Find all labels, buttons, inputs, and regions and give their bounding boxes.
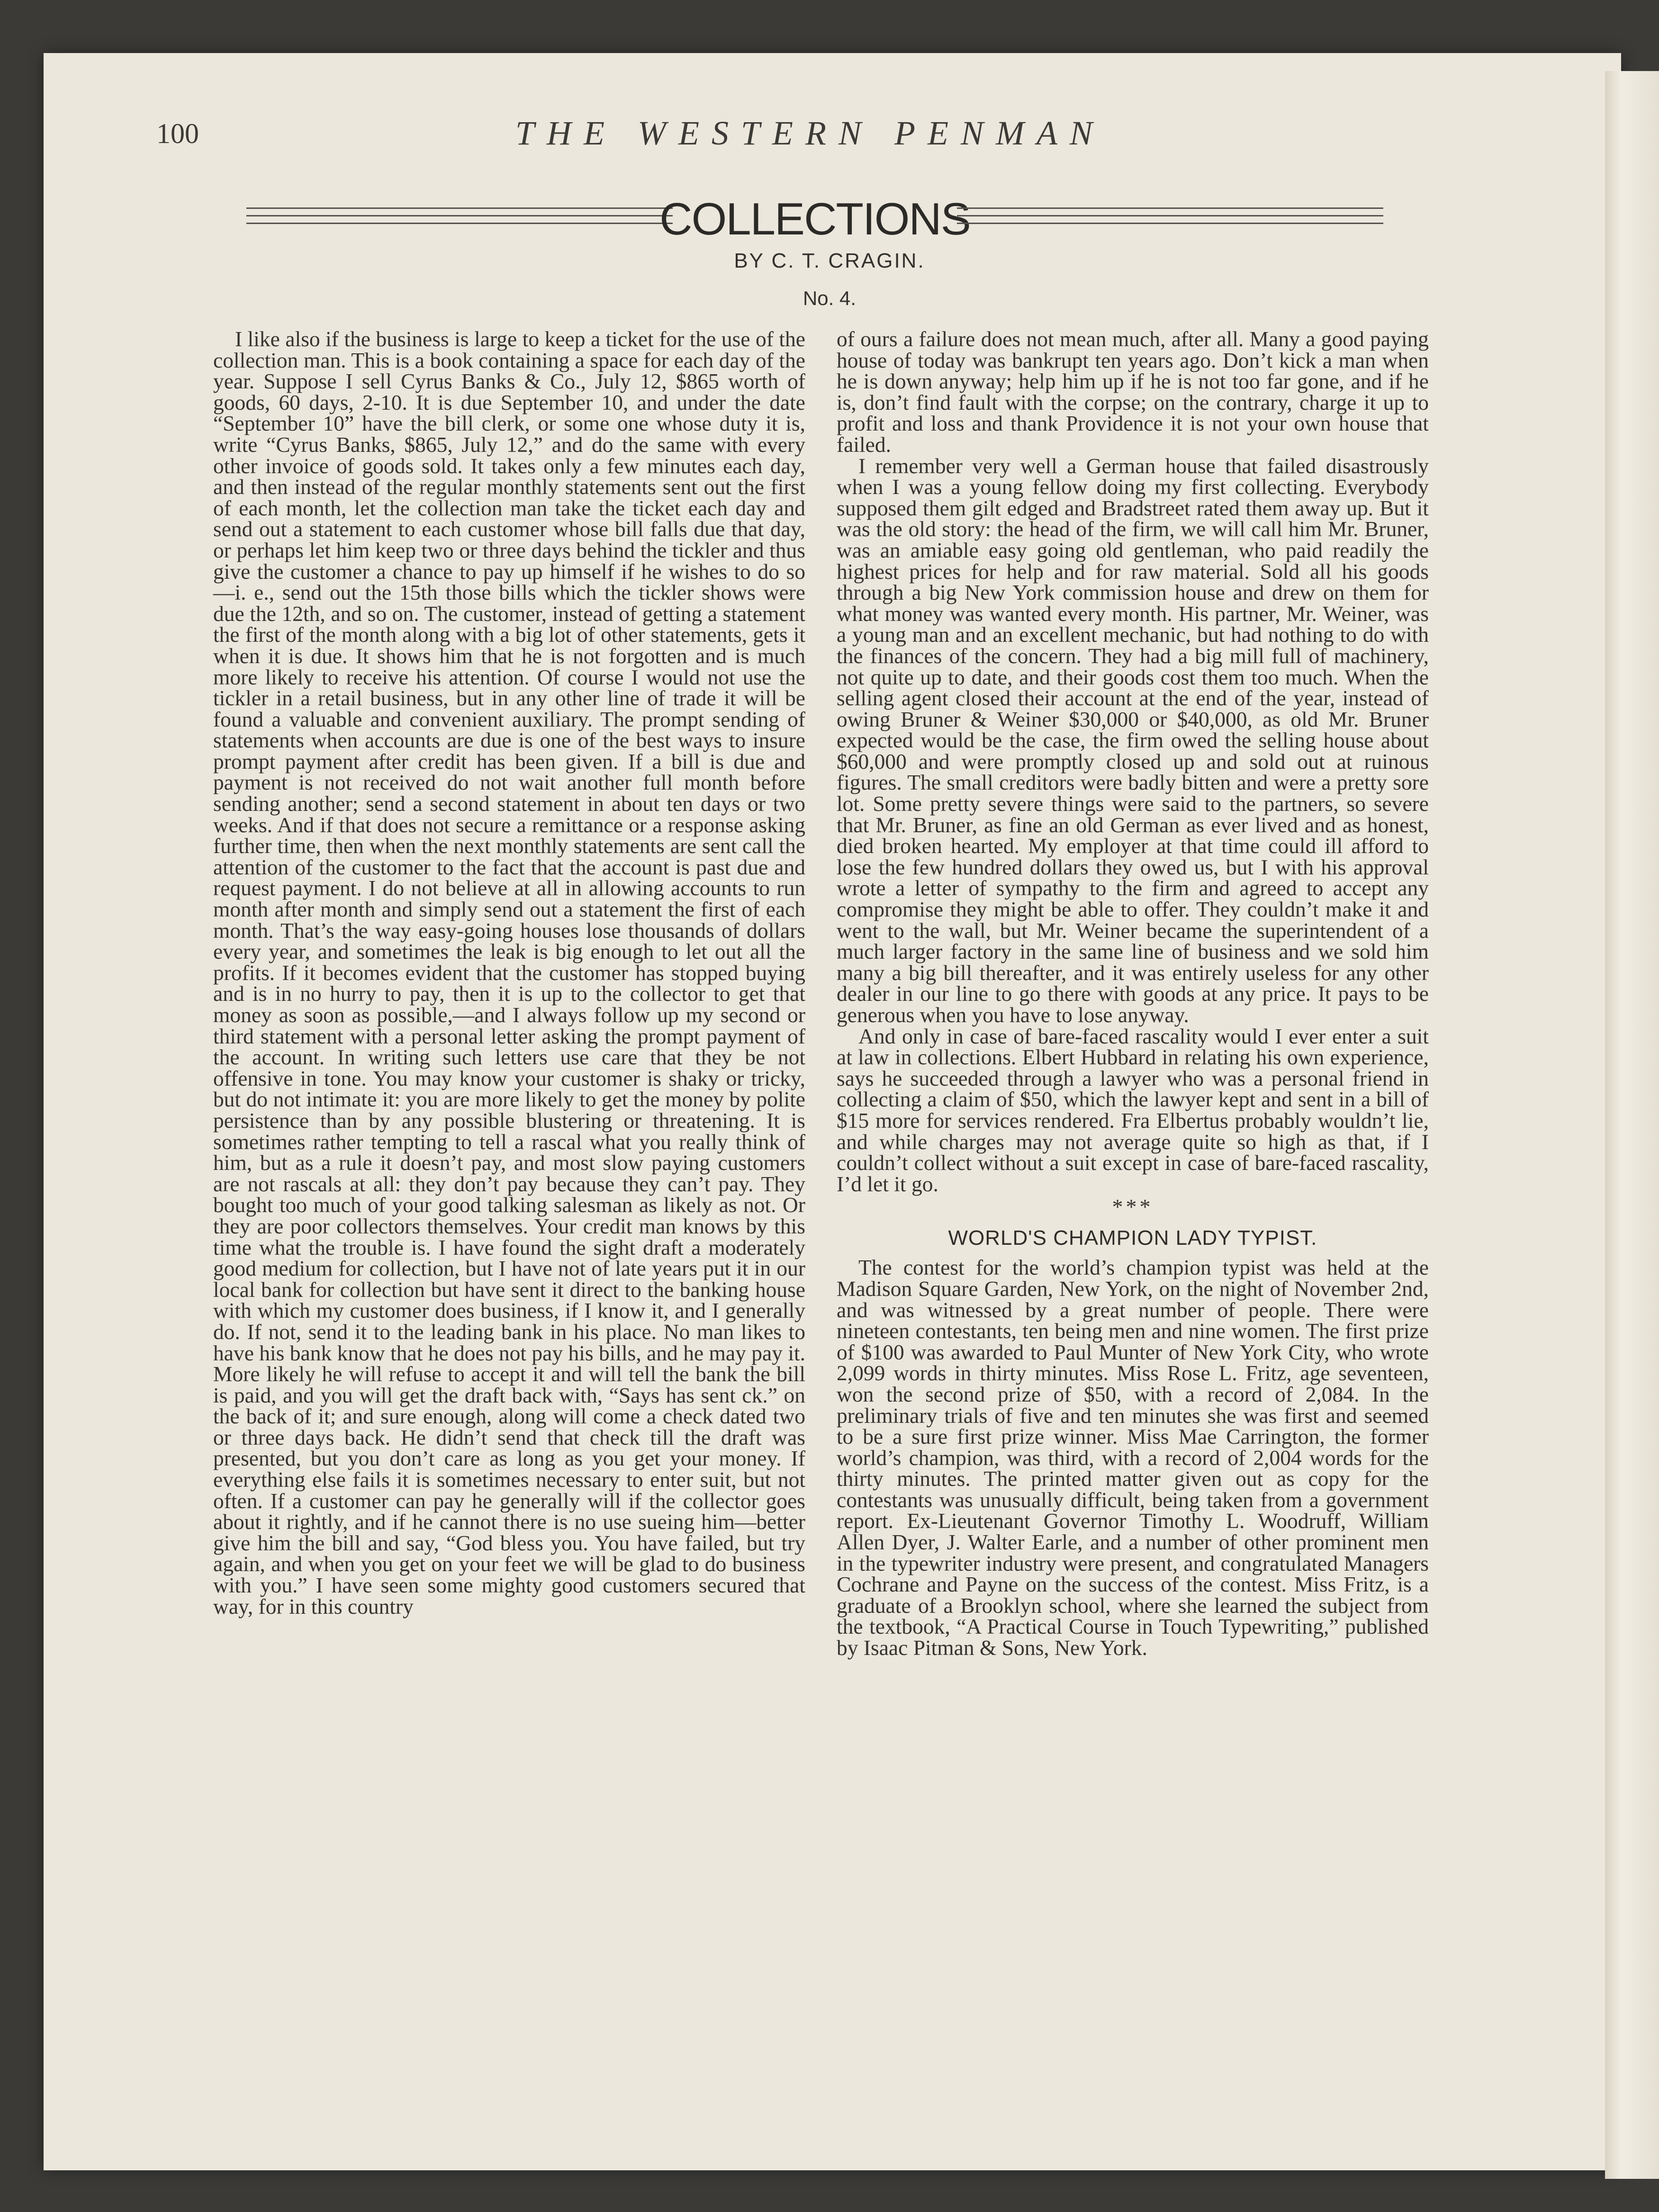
running-header bbox=[156, 114, 1464, 156]
journal-title: THE WESTERN PENMAN bbox=[515, 114, 1105, 152]
page-number: 100 bbox=[156, 118, 199, 149]
next-page-edge bbox=[1605, 71, 1659, 2179]
article-title: COLLECTIONS bbox=[659, 194, 970, 244]
title-rule-right bbox=[957, 207, 1383, 236]
article-issue-number: No. 4. bbox=[802, 287, 857, 309]
right-column bbox=[837, 329, 1429, 1659]
news-heading: WORLD'S CHAMPION LADY TYPIST. bbox=[948, 1226, 1317, 1250]
left-column bbox=[213, 329, 805, 1617]
paragraph: I like also if the business is large to keep a ticket for the use of the collection man. This is a book containing a space for each day of the year. Suppose I sell Cyrus Banks & Co., July 12, $865 worth of goods, 60 days, 2-10. It is due September 10, and under the date “September 10” have the bill clerk, or some one whose duty it is, write “Cyrus Banks, $865, July 12,” and do the same with every other invoice of goods sold. It takes only a few minutes each day, and then instead of the regular monthly statements sent out the first of each month, let the collection man take the ticket each day and send out a statement to each customer whose bill falls due that day, or perhaps let him keep two or three days behind the tickler and thus give the customer a chance to pay up himself if he wishes to do so—i. e., send out the 15th those bills which the tickler shows were due the 12th, and so on. The customer, instead of getting a statement the first of the month along with a big lot of other statements, gets it when it is due. It shows him that he is not forgotten and is much more likely to receive his attention. Of course I would not use the tickler in a retail business, but in any other line of trade it will be found a valuable and convenient auxiliary. The prompt sending of statements when accounts are due is one of the best ways to insure prompt payment after credit has been given. If a bill is due and payment is not received do not wait another full month before sending another; send a second statement in about ten days or two weeks. And if that does not secure a remittance or a response asking further time, then when the next monthly statements are sent call the attention of the customer to the fact that the account is past due and request payment. I do not believe at all in allowing accounts to run month after month and simply send out a statement the first of each month. That’s the way easy-going houses lose thousands of dollars every year, and sometimes the leak is big enough to let out all the profits. If it becomes evident that the customer has stopped buying and is in no hurry to pay, then it is up to the collector to get that money as soon as possible,—and I always follow up my second or third statement with a personal letter asking the prompt payment of the account. In writing such letters use care that they be not offensive in tone. You may know your customer is shaky or tricky, but do not intimate it: you are more likely to get the money by polite persistence than by any possible blustering or threatening. It is sometimes rather tempting to tell a rascal what you really think of him, but as a rule it doesn’t pay, and most slow paying customers are not rascals at all: they don’t pay because they can’t pay. They bought too much of your good talking salesman as likely as not. Or they are poor collectors themselves. Your credit man knows by this time what the trouble is. I have found the sight draft a moderately good medium for collection, but I have not of late years put it in our local bank for collection but have sent it direct to the banking house with which my customer does business, if I know it, and I generally do. If not, send it to the leading bank in his place. No man likes to have his bank know that he does not pay his bills, and he may pay it. More likely he will refuse to accept it and will tell the bank the bill is paid, and you will get the draft back with, “Says has sent ck.” on the back of it; and sure enough, along will come a check dated two or three days back. He didn’t send that check till the draft was presented, but you don’t care as long as you get your money. If everything else fails it is sometimes necessary to enter suit, but not often. If a customer can pay he generally will if the collector goes about it rightly, and if he cannot there is no use sueing him—better give him the bill and say, “God bless you. You have failed, but try again, and when you get on your feet we will be glad to do business with you.” I have seen some mighty good customers secured that way, for in this country bbox=[213, 327, 805, 1619]
article-title-row bbox=[246, 193, 1383, 245]
asterism-separator: *** bbox=[1112, 1195, 1154, 1219]
paragraph: I remember very well a German house that failed disastrously when I was a young fellow doing my first collecting. Everybody supposed them gilt edged and Bradstreet rated them away up. But it was the old story: the head of the firm, we will call him Mr. Bruner, was an amiable easy going old gentleman, who paid readily the highest prices for help and for raw material. Sold all his goods through a big New York commission house and drew on them for what money was wanted every month. His partner, Mr. Weiner, was a young man and an excellent mechanic, but had nothing to do with the finances of the concern. They had a big mill full of machinery, not quite up to date, and their goods cost them too much. When the selling agent closed their account at the end of the year, instead of owing Bruner & Weiner $30,000 or $40,000, as old Mr. Bruner expected would be the case, the firm owed the selling house about $60,000 and were promptly closed up and sold out at ruinous figures. The small creditors were badly bitten and were a pretty sore lot. Some pretty severe things were said to the partners, so severe that Mr. Bruner, as fine an old German as ever lived and as honest, died broken hearted. My employer at that time could ill afford to lose the few hundred dollars they owed us, but I with his approval wrote a letter of sympathy to the firm and agreed to accept any compromise they might be able to offer. They couldn’t make it and went to the wall, but Mr. Weiner became the superintendent of a much larger factory in the same line of business and we sold him many a big bill thereafter, and it was entirely useless for any other dealer in our line to go there with goods at any price. It pays to be generous when you have to lose anyway. bbox=[837, 453, 1429, 1027]
paragraph: of ours a failure does not mean much, after all. Many a good paying house of today was bankrupt ten years ago. Don’t kick a man when he is down anyway; help him up if he is not too far gone, and if he is, don’t find fault with the corpse; on the contrary, charge it up to profit and loss and thank Providence it is not your own house that failed. bbox=[837, 327, 1429, 457]
paragraph: And only in case of bare-faced rascality would I ever enter a suit at law in collections. Elbert Hubbard in relating his own experience, says he succeeded through a lawyer who was a personal friend in collecting a claim of $50, which the lawyer kept and sent in a bill of $15 more for services rendered. Fra Elbertus probably wouldn’t lie, and while charges may not average quite so high as that, if I couldn’t collect without a suit except in case of bare-faced rascality, I’d let it go. bbox=[837, 1024, 1429, 1196]
paragraph: The contest for the world’s champion typist was held at the Madison Square Garden, New York, on the night of November 2nd, and was witnessed by a great number of people. There were nineteen contestants, ten being men and nine women. The first prize of $100 was awarded to Paul Munter of New York City, who wrote 2,099 words in thirty minutes. Miss Rose L. Fritz, age seventeen, won the second prize of $50, with a record of 2,084. In the preliminary trials of five and ten minutes she was first and seemed to be a sure first prize winner. Miss Mae Carrington, the former world’s champion, was third, with a record of 2,004 words for the thirty minutes. The printed matter given out as copy for the contestants was unusually difficult, being taken from a government report. Ex-Lieutenant Governor Timothy L. Woodruff, William Allen Dyer, J. Walter Earle, and a number of other prominent men in the typewriter industry were present, and congratulated Managers Cochrane and Payne on the success of the contest. Miss Fritz, is a graduate of a Brooklyn school, where she learned the subject from the textbook, “A Practical Course in Touch Typewriting,” published by Isaac Pitman & Sons, New York. bbox=[837, 1255, 1429, 1660]
article-byline: BY C. T. CRAGIN. bbox=[734, 249, 925, 272]
